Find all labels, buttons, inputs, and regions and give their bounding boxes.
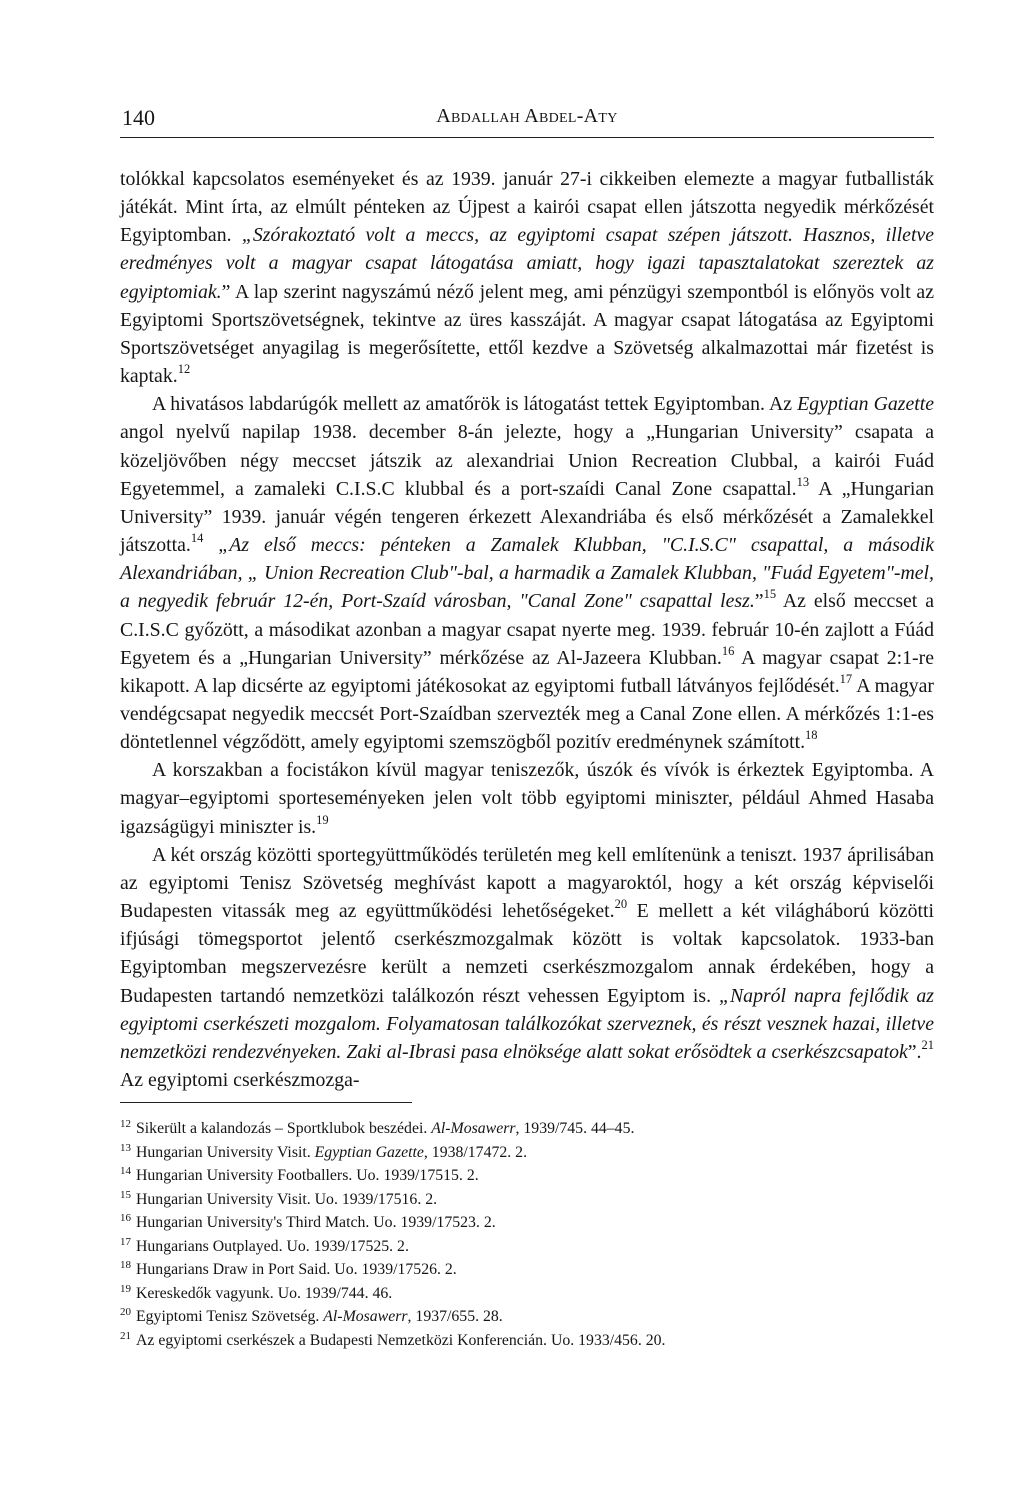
footnote-ref: 17 <box>839 671 853 686</box>
footnote-text: Egyiptomi Tenisz Szövetség. <box>136 1308 324 1325</box>
footnote-number: 17 <box>120 1235 131 1248</box>
text-run: A magyar vendégcsapat negyedik meccsét Port-Szaídban szervezték meg a Canal Zone ellen. A mérkőzés 1:1-es döntetlennel végződött, amely egyiptomi szemszögből pozitív eredménynek számított. <box>120 674 934 754</box>
footnote-ref: 16 <box>721 643 735 658</box>
footnote-source: Al-Mosawerr <box>323 1308 408 1325</box>
footnote-number: 15 <box>120 1188 131 1201</box>
text-run: ” <box>754 590 764 613</box>
quote: „Szórakoztató volt a meccs, az egyiptomi csapat szépen játszott. Hasznos, illetve eredményes volt a magyar csapat látogatása amiatt, hogy igazi tapasztalatokat szereztek az egyiptomiak. <box>120 224 934 303</box>
footnotes <box>120 1117 934 1352</box>
footnote-source: Egyptian Gazette <box>314 1143 424 1161</box>
footnote <box>120 1282 934 1306</box>
footnote-text: Hungarians Outplayed. Uo. 1939/17525. 2. <box>136 1237 409 1255</box>
quote: „Az első meccs: pénteken a Zamalek Klubban, "C.I.S.C" csapattal, a második Alexandriában, „ Union Recreation Club"-bal, a harmadik a Zamalek Klubban, "Fuád Egyetem"-mel, a negyedik február 12-én, Port-Szaíd városban, "Canal Zone" csapattal lesz. <box>120 534 934 613</box>
footnote <box>120 1305 934 1329</box>
footnote-ref: 14 <box>190 531 204 546</box>
footnote-ref: 20 <box>614 897 628 912</box>
footnote-text: , 1939/745. 44–45. <box>515 1120 635 1137</box>
header-rule <box>120 137 934 138</box>
footnote-text: Hungarians Draw in Port Said. Uo. 1939/17526. 2. <box>136 1261 457 1278</box>
footnote-number: 16 <box>120 1212 131 1224</box>
footnote <box>120 1329 934 1353</box>
publication-title: Egyptian Gazette <box>797 393 934 416</box>
text-run: E mellett a két világháború közötti ifjúsági tömegsportot jelentő cserkészmozgalmak között is voltak kapcsolatok. 1933-ban Egyiptomban megszervezésre került a nemzeti cserkészmozgalom annak érdekében, hogy a Budapesten tartandó nemzetközi találkozón részt vehessen Egyiptom is. <box>120 900 934 1007</box>
footnote-number: 13 <box>120 1141 131 1154</box>
footnote <box>120 1235 934 1259</box>
footnote-number: 14 <box>120 1165 131 1177</box>
footnote-text: , 1937/655. 28. <box>407 1308 503 1325</box>
text-run: Az első meccset a C.I.S.C győzött, a másodikat azonban a magyar csapat nyerte meg. 1939. február 10-én zajlott a Fúád Egyetem és a „Hungarian University” mérkőzése az Al-Jazeera Klubban. <box>120 590 934 669</box>
text-run: A hivatásos labdarúgók mellett az amatőrök is látogatást tettek Egyiptomban. Az <box>152 393 798 416</box>
footnote <box>120 1164 934 1188</box>
text-run: ” A lap szerint nagyszámú néző jelent meg, ami pénzügyi szempontból is előnyös volt az Egyiptomi Sportszövetségnek, tekintve az üres kasszáját. A magyar csapat látogatása az Egyiptomi Sportszövetséget anyagilag is megerősítette, ettől kezdve a Szövetség alkalmazottai már fizetést is kaptak. <box>120 280 934 388</box>
footnote-source: Al-Mosawerr <box>431 1120 516 1137</box>
paragraph-1 <box>120 165 934 390</box>
page-header <box>120 105 934 139</box>
footnote-text: Kereskedők vagyunk. Uo. 1939/744. 46. <box>136 1284 393 1302</box>
footnote-number: 20 <box>120 1306 131 1318</box>
paragraph-3 <box>120 756 934 840</box>
footnote-number: 12 <box>120 1118 131 1130</box>
footnote-number: 18 <box>120 1259 131 1271</box>
footnote-text: Hungarian University's Third Match. Uo. 1939/17523. 2. <box>136 1214 496 1231</box>
footnote-ref: 21 <box>921 1037 934 1052</box>
footnote-text: Sikerült a kalandozás – Sportklubok beszédei. <box>136 1120 432 1137</box>
page-number: 140 <box>122 105 155 130</box>
footnote <box>120 1258 934 1282</box>
text-run: ”. <box>907 1040 922 1063</box>
footnote-text: Hungarian University Footballers. Uo. 1939/17515. 2. <box>136 1167 479 1184</box>
footnote-text: Hungarian University Visit. Uo. 1939/17516. 2. <box>136 1190 438 1208</box>
footnote-text: , 1938/17472. 2. <box>423 1143 528 1161</box>
text-run: A magyar csapat 2:1-re kikapott. A lap dicsérte az egyiptomi játékosokat az egyiptomi futball látványos fejlődését. <box>120 646 934 697</box>
running-head: Abdallah Abdel-Aty <box>436 105 618 127</box>
text-run: angol nyelvű napilap 1938. december 8-án jelezte, hogy a „Hungarian University” csapata a közeljövőben négy meccset játszik az alexandriai Union Recreation Clubbal, a kairói Fuád Egyetemmel, a zamaleki C.I.S.C klubbal és a port-szaídi Canal Zone csapattal. <box>120 421 934 500</box>
footnote-text: Az egyiptomi cserkészek a Budapesti Nemzetközi Konferencián. Uo. 1933/456. 20. <box>136 1331 666 1349</box>
footnote <box>120 1211 934 1235</box>
text-run: A korszakban a focistákon kívül magyar teniszezők, úszók és vívók is érkeztek Egyiptomba. A magyar–egyiptomi sporteseményeken jelen volt több egyiptomi miniszter, például Ahmed Hasaba igazságügyi miniszter is. <box>120 759 934 838</box>
body-text <box>120 165 934 1094</box>
paragraph-4 <box>120 841 934 1094</box>
footnote-text: Hungarian University Visit. <box>136 1143 315 1161</box>
footnote-ref: 18 <box>805 728 818 743</box>
paragraph-2 <box>120 390 934 756</box>
footnote-ref: 13 <box>796 474 810 489</box>
text-run: A „Hungarian University” 1939. január végén tengeren érkezett Alexandriába és első mérkőzését a Zamalekkel játszotta. <box>120 477 934 557</box>
footnote-ref: 12 <box>177 362 191 377</box>
footnote-number: 21 <box>120 1329 131 1342</box>
footnote <box>120 1117 934 1141</box>
text-run: Az egyiptomi cserkészmozga- <box>120 1069 360 1091</box>
footnote <box>120 1141 934 1165</box>
text-run: tolókkal kapcsolatos eseményeket és az 1939. január 27-i cikkeiben elemezte a magyar futballisták játékát. Mint írta, az elmúlt pénteken az Újpest a kairói csapat ellen játszotta negyedik mérkőzését Egyiptomban. <box>120 168 934 247</box>
footnote-ref: 19 <box>316 812 329 827</box>
footnote <box>120 1188 934 1212</box>
text-run: A két ország közötti sportegyüttműködés területén meg kell említenünk a teniszt. 1937 áprilisában az egyiptomi Tenisz Szövetség meghívást kapott a magyaroktól, hogy a két ország képviselői Budapesten vitassák meg az együttműködési lehetőségeket. <box>120 843 934 923</box>
footnote-number: 19 <box>120 1282 131 1295</box>
footnote-ref: 15 <box>763 587 777 602</box>
footnote-separator <box>120 1102 412 1103</box>
quote: „Napról napra fejlődik az egyiptomi cserkészeti mozgalom. Folyamatosan találkozókat szerveznek, és részt vesznek hazai, illetve nemzetközi rendezvényeken. Zaki al-Ibrasi pasa elnöksége alatt sokat erősödtek a cserkészcsapatok <box>120 984 934 1063</box>
